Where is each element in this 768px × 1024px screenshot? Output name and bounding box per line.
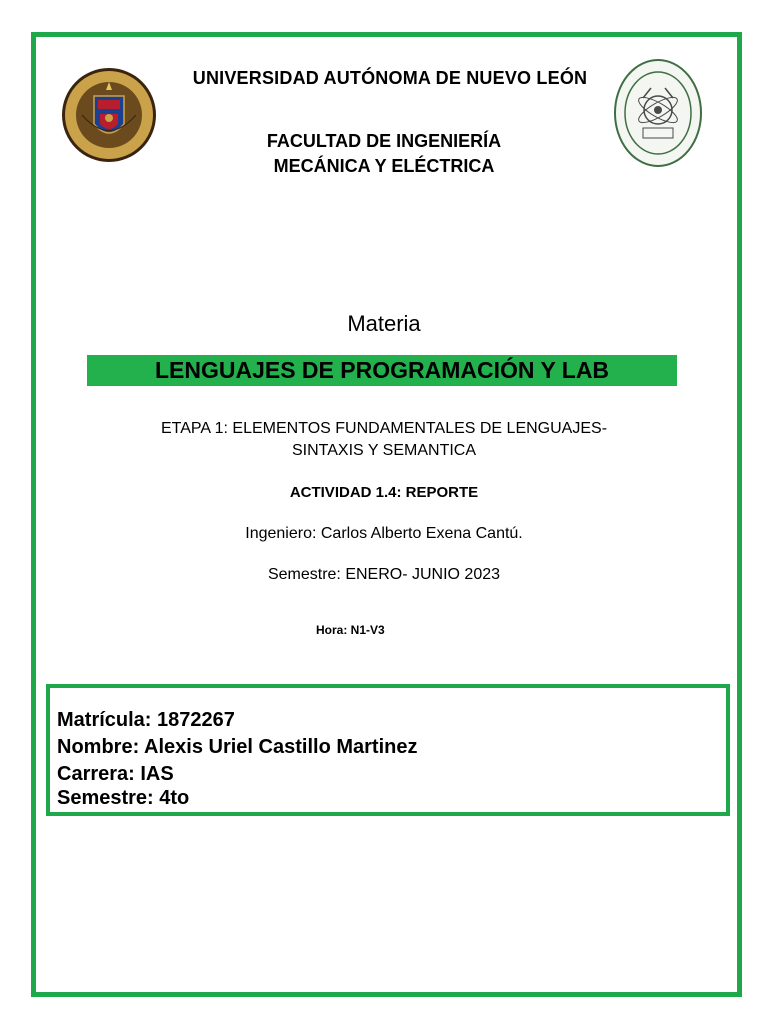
class-hour: Hora: N1-V3 bbox=[316, 623, 385, 637]
engineer-name: Ingeniero: Carlos Alberto Exena Cantú. bbox=[245, 525, 523, 542]
student-semester: Semestre: 4to bbox=[57, 787, 190, 809]
faculty-line-1: FACULTAD DE INGENIERÍA bbox=[266, 131, 502, 151]
student-career: Carrera: IAS bbox=[57, 763, 174, 785]
stage-line-2: SINTAXIS Y SEMANTICA bbox=[291, 442, 477, 459]
course-title: LENGUAJES DE PROGRAMACIÓN Y LAB bbox=[154, 357, 610, 383]
semester-period: Semestre: ENERO- JUNIO 2023 bbox=[267, 566, 501, 583]
faculty-line-2: MECÁNICA Y ELÉCTRICA bbox=[273, 156, 495, 176]
subject-label: Materia bbox=[347, 311, 421, 336]
university-name: UNIVERSIDAD AUTÓNOMA DE NUEVO LEÓN bbox=[192, 68, 588, 88]
student-name: Nombre: Alexis Uriel Castillo Martinez bbox=[57, 736, 418, 758]
activity-title: ACTIVIDAD 1.4: REPORTE bbox=[289, 484, 479, 501]
stage-line-1: ETAPA 1: ELEMENTOS FUNDAMENTALES DE LENGUAJES- bbox=[160, 420, 608, 437]
student-matricula: Matrícula: 1872267 bbox=[57, 709, 235, 731]
